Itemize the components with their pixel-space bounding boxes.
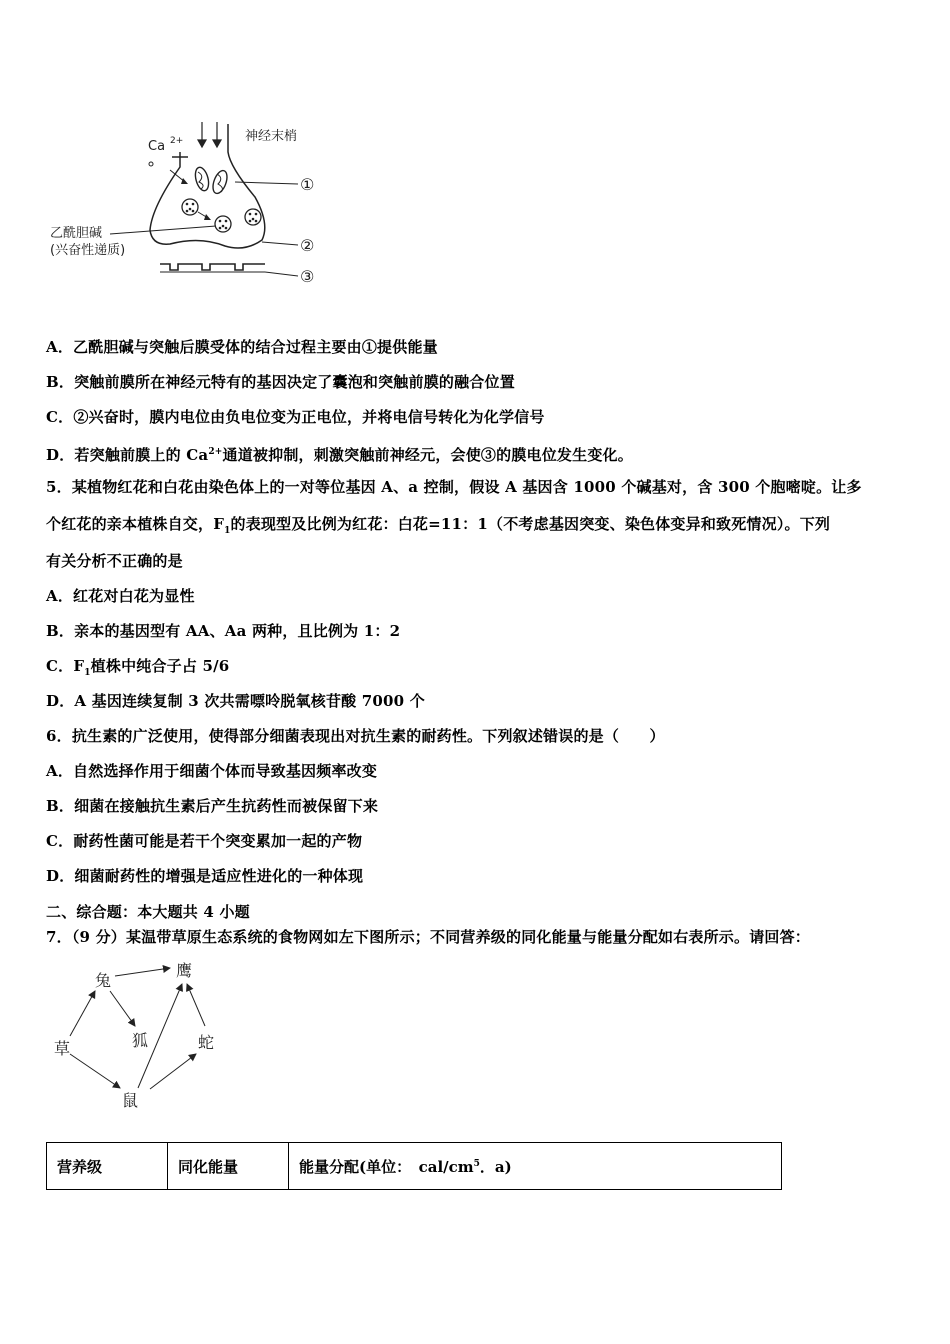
ca-superscript: 2+ [170, 136, 184, 146]
header-trophic-level: 营养级 [47, 1143, 168, 1190]
q5-option-c: C．$F_1$植株中纯合子占 5/6 [46, 657, 230, 678]
ach-label: 乙酰胆碱 [50, 226, 103, 241]
energy-table [46, 1142, 782, 1190]
q7-stem: 7．（9 分）某温带草原生态系统的食物网如左下图所示；不同营养级的同化能量与能量分配如右表所示。请回答： [46, 928, 811, 946]
header-energy-distribution: 能量分配(单位： cal/$cm^5$．a) [289, 1143, 782, 1190]
node-grass: 草 [54, 1039, 71, 1058]
node-snake: 蛇 [198, 1033, 215, 1052]
marker-1: ① [300, 175, 315, 194]
q6-option-d: D．细菌耐药性的增强是适应性进化的一种体现 [46, 867, 364, 885]
q6-option-a: A．自然选择作用于细菌个体而导致基因频率改变 [46, 762, 378, 780]
synapse-diagram [40, 112, 340, 297]
node-rabbit: 兔 [95, 971, 112, 990]
q5-option-d: D．A 基因连续复制 3 次共需嘌呤脱氧核苷酸 7000 个 [46, 692, 425, 710]
food-web-diagram [40, 956, 240, 1116]
table-header-row [47, 1143, 782, 1190]
q4-option-a: A．乙酰胆碱与突触后膜受体的结合过程主要由①提供能量 [46, 338, 438, 356]
q5-option-a: A．红花对白花为显性 [46, 587, 195, 605]
q5-option-b: B．亲本的基因型有 AA、Aa 两种，且比例为 1：2 [46, 622, 401, 640]
q4-option-b: B．突触前膜所在神经元特有的基因决定了囊泡和突触前膜的融合位置 [46, 373, 515, 391]
q6-option-b: B．细菌在接触抗生素后产生抗药性而被保留下来 [46, 797, 379, 815]
marker-2: ② [300, 236, 315, 255]
ca-label: Ca [148, 139, 166, 154]
q4-option-c: C．②兴奋时，膜内电位由负电位变为正电位，并将电信号转化为化学信号 [46, 408, 545, 426]
q5-stem-line3: 有关分析不正确的是 [46, 552, 183, 570]
node-mouse: 鼠 [122, 1091, 139, 1110]
q6-option-c: C．耐药性菌可能是若干个突变累加一起的产物 [46, 832, 363, 850]
node-eagle: 鹰 [176, 961, 193, 980]
header-assimilated-energy: 同化能量 [168, 1143, 289, 1190]
q5-stem-line2: 个红花的亲本植株自交，$F_1$的表现型及比例为红花：白花=11：1（不考虑基因突变、染色体变异和致死情况）。下列 [46, 515, 831, 536]
section-heading: 二、综合题：本大题共 4 小题 [46, 903, 250, 921]
nerve-ending-label: 神经末梢 [245, 129, 298, 144]
q4-option-d: D．若突触前膜上的 $Ca^{2+}$通道被抑制，刺激突触前神经元，会使③的膜电位发生变化。 [46, 446, 633, 464]
q6-stem: 6．抗生素的广泛使用，使得部分细菌表现出对抗生素的耐药性。下列叙述错误的是（ ） [46, 727, 665, 745]
marker-3: ③ [300, 267, 315, 286]
ach-sublabel: (兴奋性递质) [50, 243, 126, 258]
q5-stem-line1: 5．某植物红花和白花由染色体上的一对等位基因 A、a 控制，假设 A 基因含 1000 个碱基对，含 300 个胞嘧啶。让多 [46, 478, 862, 496]
node-fox: 狐 [132, 1031, 149, 1050]
